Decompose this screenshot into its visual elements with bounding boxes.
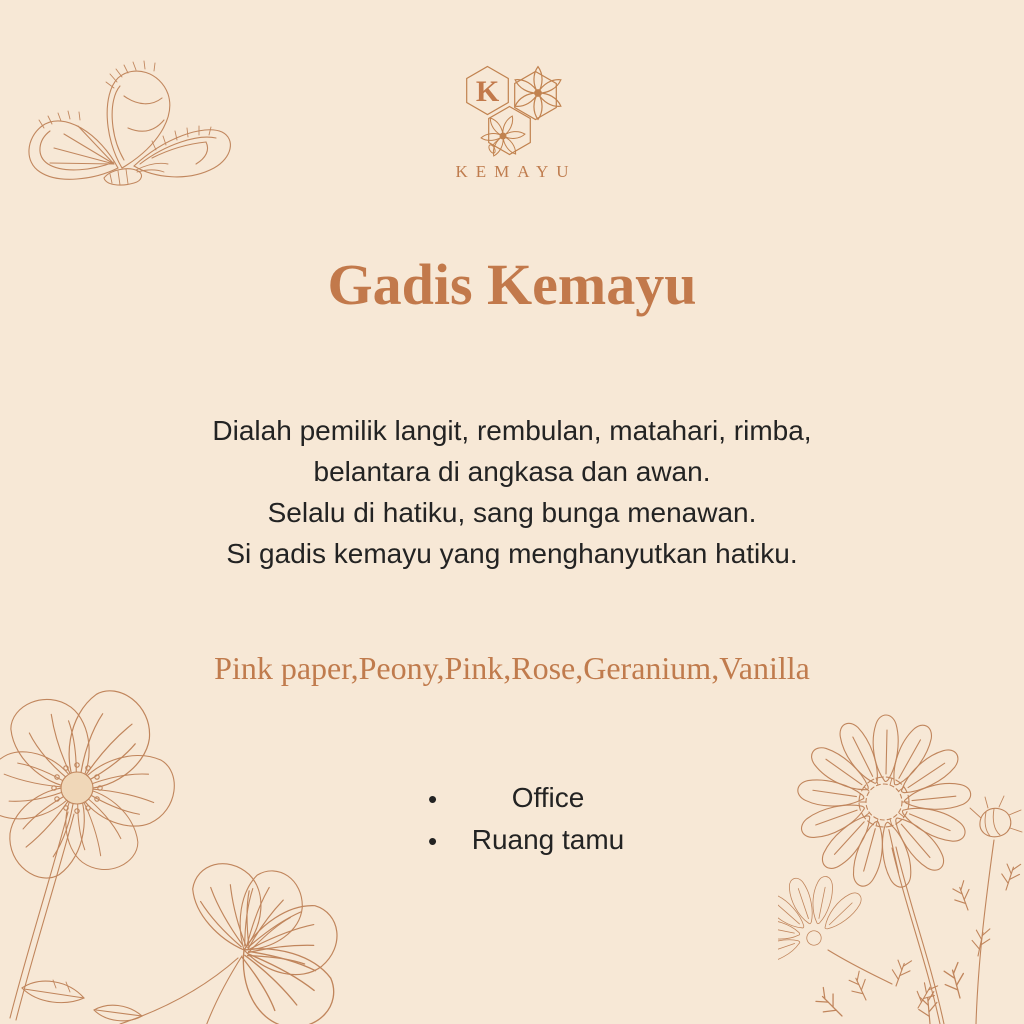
poem-line: Si gadis kemayu yang menghanyutkan hatiku. (226, 538, 798, 569)
hexagon-bottom (489, 107, 531, 155)
bullet-icon: • (428, 826, 438, 856)
flower-sketch-top-right (513, 67, 563, 120)
poem-line: Selalu di hatiku, sang bunga menawan. (267, 497, 757, 528)
poem-line: belantara di angkasa dan awan. (313, 456, 711, 487)
hexagon-monogram (467, 67, 509, 115)
scent-notes: Pink paper,Peony,Pink,Rose,Geranium,Vanilla (214, 650, 810, 686)
poem (0, 410, 1024, 574)
page-title: Gadis Kemayu (327, 252, 697, 317)
list-item-label: Office (511, 782, 585, 813)
list-item-label: Ruang tamu (471, 824, 625, 855)
poppy-illustration (0, 648, 382, 1024)
placement-list (398, 781, 698, 865)
cosmos-illustration (778, 698, 1024, 1024)
monogram-letter: K (475, 75, 500, 108)
bullet-icon: • (428, 784, 438, 814)
list-item (398, 781, 698, 823)
poem-line: Dialah pemilik langit, rembulan, matahari, rimba, (212, 415, 812, 446)
brand-name: KEMAYU (455, 162, 577, 181)
flower-sketch-bottom (481, 115, 525, 158)
list-item (398, 823, 698, 865)
hexagon-top-right (515, 72, 557, 120)
kemayu-logo-emblem (452, 55, 572, 160)
